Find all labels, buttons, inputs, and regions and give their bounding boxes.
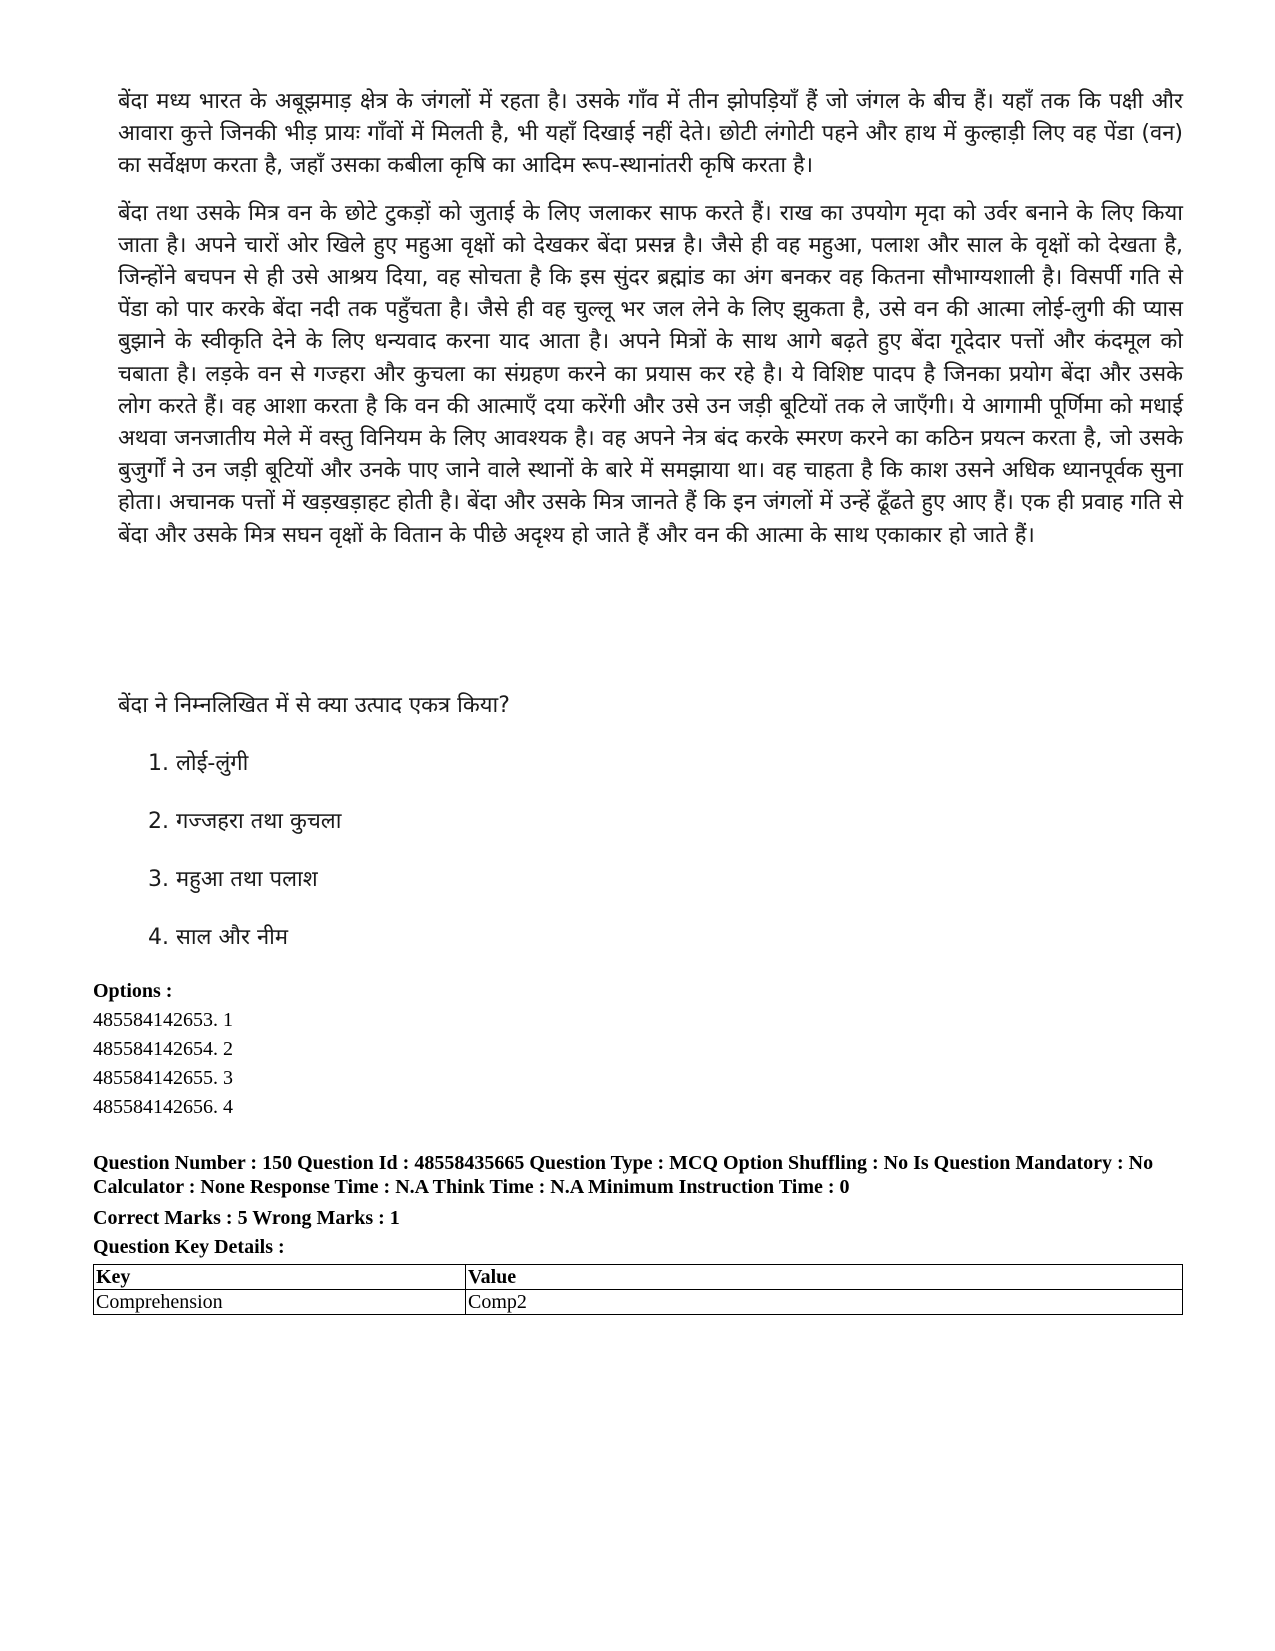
question-info: Question Number : 150 Question Id : 48558435665 Question Type : MCQ Option Shuffling : No Is Question Mandatory : No Calculator : None Response Time : N.A Think Time : N.A Minimum Instruction Time : 0 bbox=[93, 1152, 1154, 1198]
spacer bbox=[93, 1122, 1183, 1151]
question-text: बेंदा ने निम्नलिखित में से क्या उत्पाद एकत्र किया? bbox=[118, 693, 510, 718]
passage-paragraph: बेंदा तथा उसके मित्र वन के छोटे टुकड़ों को जुताई के लिए जलाकर साफ करते हैं। राख का उपयोग मृदा को उर्वर बनाने के लिए किया जाता है। अपने चारों ओर खिले हुए महुआ वृक्षों को देखकर बेंदा प्रसन्न है। जैसे ही वह महुआ, पलाश और साल के वृक्षों को देखता है, जिन्होंने बचपन से ही उसे आश्रय दिया, वह सोचता है कि इस सुंदर ब्रह्मांड का अंग बनकर वह कितना सौभाग्यशाली है। विसर्पी गति से पेंडा को पार करके बेंदा नदी तक पहुँचता है। जैसे ही वह चुल्लू भर जल लेने के लिए झुकता है, उसे वन की आत्मा लोई-लुगी की प्यास बुझाने के स्वीकृति देने के लिए धन्यवाद करना याद आता है। अपने मित्रों के साथ आगे बढ़ते हुए बेंदा गूदेदार पत्तों और कंदमूल को चबाता है। लड़के वन से गज्हरा और कुचला का संग्रहण करने का प्रयास कर रहे है। ये विशिष्ट पादप है जिनका प्रयोग बेंदा और उसके लोग करते हैं। वह आशा करता है कि वन की आत्माएँ दया करेंगी और उसे उन जड़ी बूटियों तक ले जाएँगी। ये आगामी पूर्णिमा को मधाई अथवा जनजातीय मेले में वस्तु विनियम के लिए आवश्यक है। वह अपने नेत्र बंद करके स्मरण करने का कठिन प्रयत्न करता है, जो उसके बुजुर्गों ने उन जड़ी बूटियों और उनके पाए जाने वाले स्थानों के बारे में समझाया था। वह चाहता है कि काश उसने अधिक ध्यानपूर्वक सुना होता। अचानक पत्तों में खड़खड़ाहट होती है। बेंदा और उसके मित्र जानते हैं कि इन जंगलों में उन्हें ढूँढते हुए आए हैं। एक ही प्रवाह गति से बेंदा और उसके मित्र सघन वृक्षों के वितान के पीछे अदृश्य हो जाते हैं और वन की आत्मा के साथ एकाकार हो जाते हैं। bbox=[118, 200, 1183, 548]
key-details-heading: Question Key Details : bbox=[93, 1236, 285, 1258]
table-header-row bbox=[94, 1265, 1183, 1290]
table-header-key: Key bbox=[94, 1265, 466, 1290]
table-cell-value: Comp2 bbox=[466, 1290, 1183, 1315]
table-header-value: Value bbox=[466, 1265, 1183, 1290]
answer-choice: 1. लोई-लुंगी bbox=[148, 751, 249, 776]
marks-info: Correct Marks : 5 Wrong Marks : 1 bbox=[93, 1207, 400, 1229]
table-cell-key: Comprehension bbox=[94, 1290, 466, 1315]
key-details-table bbox=[93, 1264, 1183, 1315]
answer-choice: 4. साल और नीम bbox=[148, 925, 289, 950]
question-metadata bbox=[93, 977, 1183, 1315]
passage-paragraph: बेंदा मध्य भारत के अबूझमाड़ क्षेत्र के जंगलों में रहता है। उसके गाँव में तीन झोपड़ियाँ हैं जो जंगल के बीच हैं। यहाँ तक कि पक्षी और आवारा कुत्ते जिनकी भीड़ प्रायः गाँवों में मिलती है, भी यहाँ दिखाई नहीं देते। छोटी लंगोटी पहने और हाथ में कुल्हाड़ी लिए वह पेंडा (वन) का सर्वेक्षण करता है, जहाँ उसका कबीला कृषि का आदिम रूप-स्थानांतरी कृषि करता है। bbox=[118, 89, 1183, 179]
table-row bbox=[94, 1290, 1183, 1315]
options-heading: Options : bbox=[93, 980, 173, 1002]
option-id: 485584142655. 3 bbox=[93, 1067, 233, 1089]
answer-choice: 2. गज्जहरा तथा कुचला bbox=[148, 809, 342, 834]
comprehension-passage bbox=[118, 86, 1183, 567]
answer-choices bbox=[148, 748, 341, 980]
answer-choice: 3. महुआ तथा पलाश bbox=[148, 867, 318, 892]
option-id: 485584142653. 1 bbox=[93, 1009, 233, 1031]
option-id: 485584142656. 4 bbox=[93, 1096, 233, 1118]
option-id: 485584142654. 2 bbox=[93, 1038, 233, 1060]
